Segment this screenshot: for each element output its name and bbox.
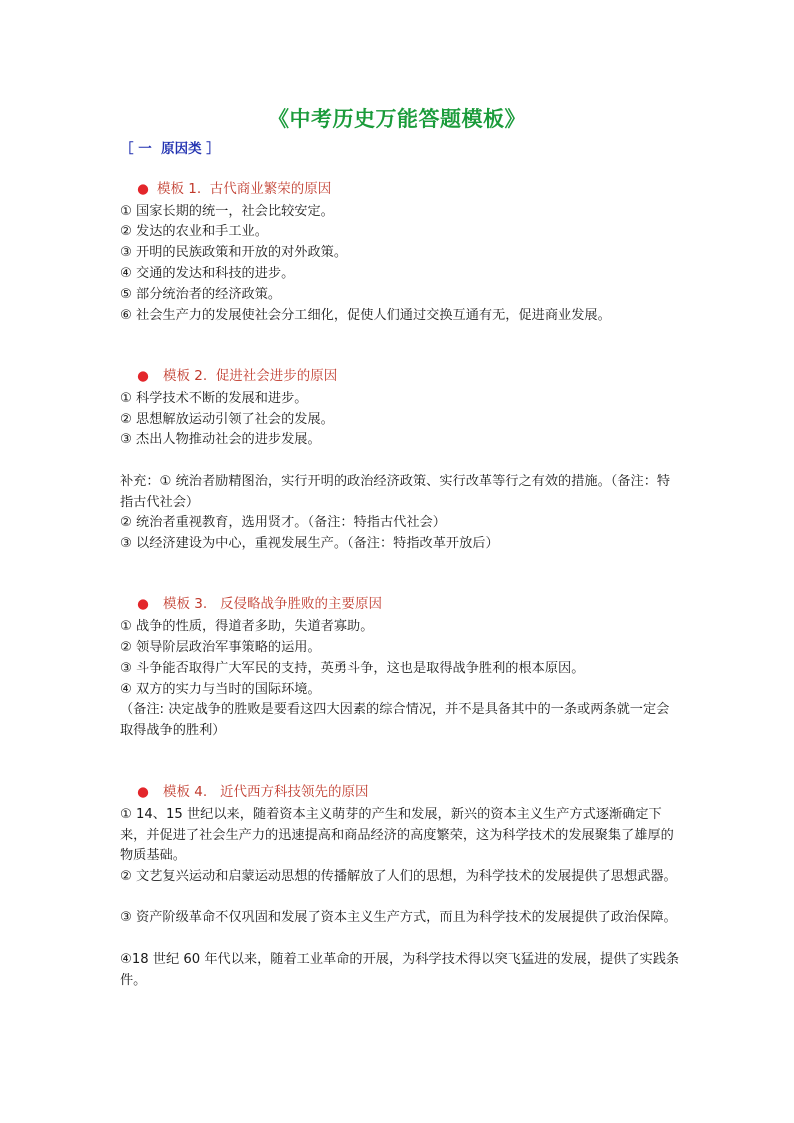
template-1-title: 模板 1. 古代商业繁荣的原因 (156, 181, 332, 197)
category-heading: ［ 一 原因类 ］ (120, 141, 220, 157)
template-1-line-5: ⑤ 部分统治者的经济政策。 (120, 287, 282, 302)
template-1-line-6: ⑥ 社会生产力的发展使社会分工细化，促使人们通过交换互通有无，促进商业发展。 (120, 308, 611, 323)
bullet-icon: ● (137, 368, 149, 384)
template-2-supplement-3: ③ 以经济建设为中心，重视发展生产。（备注：特指改革开放后） (120, 536, 499, 551)
template-4-line-3: ③ 资产阶级革命不仅巩固和发展了资本主义生产方式，而且为科学技术的发展提供了政治保障。 (120, 910, 677, 925)
template-2-line-3: ③ 杰出人物推动社会的进步发展。 (120, 432, 321, 447)
template-1-line-1: ① 国家长期的统一，社会比较安定。 (120, 204, 334, 219)
template-3-line-1: ① 战争的性质，得道者多助，失道者寡助。 (120, 619, 374, 634)
template-4-line-4: ④18 世纪 60 年代以来，随着工业革命的开展，为科学技术得以突飞猛进的发展，提供了实践条件。 (120, 952, 680, 988)
template-1-line-3: ③ 开明的民族政策和开放的对外政策。 (120, 245, 348, 260)
bullet-icon: ● (137, 181, 149, 197)
template-2-line-1: ① 科学技术不断的发展和进步。 (120, 391, 308, 406)
template-2-supplement-2: ② 统治者重视教育，选用贤才。（备注：特指古代社会） (120, 515, 446, 530)
template-3-title: 模板 3. 反侵略战争胜败的主要原因 (162, 596, 382, 612)
document-title: 《中考历史万能答题模板》 (268, 107, 526, 131)
template-1-line-4: ④ 交通的发达和科技的进步。 (120, 266, 295, 281)
template-2-supplement-1: 补充：① 统治者励精图治，实行开明的政治经济政策、实行改革等行之有效的措施。（备注：特指古代社会） (120, 474, 671, 510)
template-2-title: 模板 2. 促进社会进步的原因 (162, 368, 338, 384)
template-3-note: （备注: 决定战争的胜败是要看这四大因素的综合情况，并不是具备其中的一条或两条就一定会取得战争的胜利） (120, 702, 670, 738)
template-2-line-2: ② 思想解放运动引领了社会的发展。 (120, 412, 334, 427)
bullet-icon: ● (137, 784, 149, 800)
template-4-line-2: ② 文艺复兴运动和启蒙运动思想的传播解放了人们的思想，为科学技术的发展提供了思想武器。 (120, 869, 677, 884)
template-4-line-1: ① 14、15 世纪以来，随着资本主义萌芽的产生和发展，新兴的资本主义生产方式逐渐确定下来，并促进了社会生产力的迅速提高和商品经济的高度繁荣，这为科学技术的发展聚集了雄厚的物质基础。 (120, 807, 674, 863)
template-4-title: 模板 4. 近代西方科技领先的原因 (162, 784, 369, 800)
template-1-line-2: ② 发达的农业和手工业。 (120, 224, 268, 239)
template-3-line-4: ④ 双方的实力与当时的国际环境。 (120, 682, 321, 697)
template-3-line-3: ③ 斗争能否取得广大军民的支持，英勇斗争，这也是取得战争胜利的根本原因。 (120, 661, 585, 676)
template-3-line-2: ② 领导阶层政治军事策略的运用。 (120, 640, 321, 655)
bullet-icon: ● (137, 596, 149, 612)
